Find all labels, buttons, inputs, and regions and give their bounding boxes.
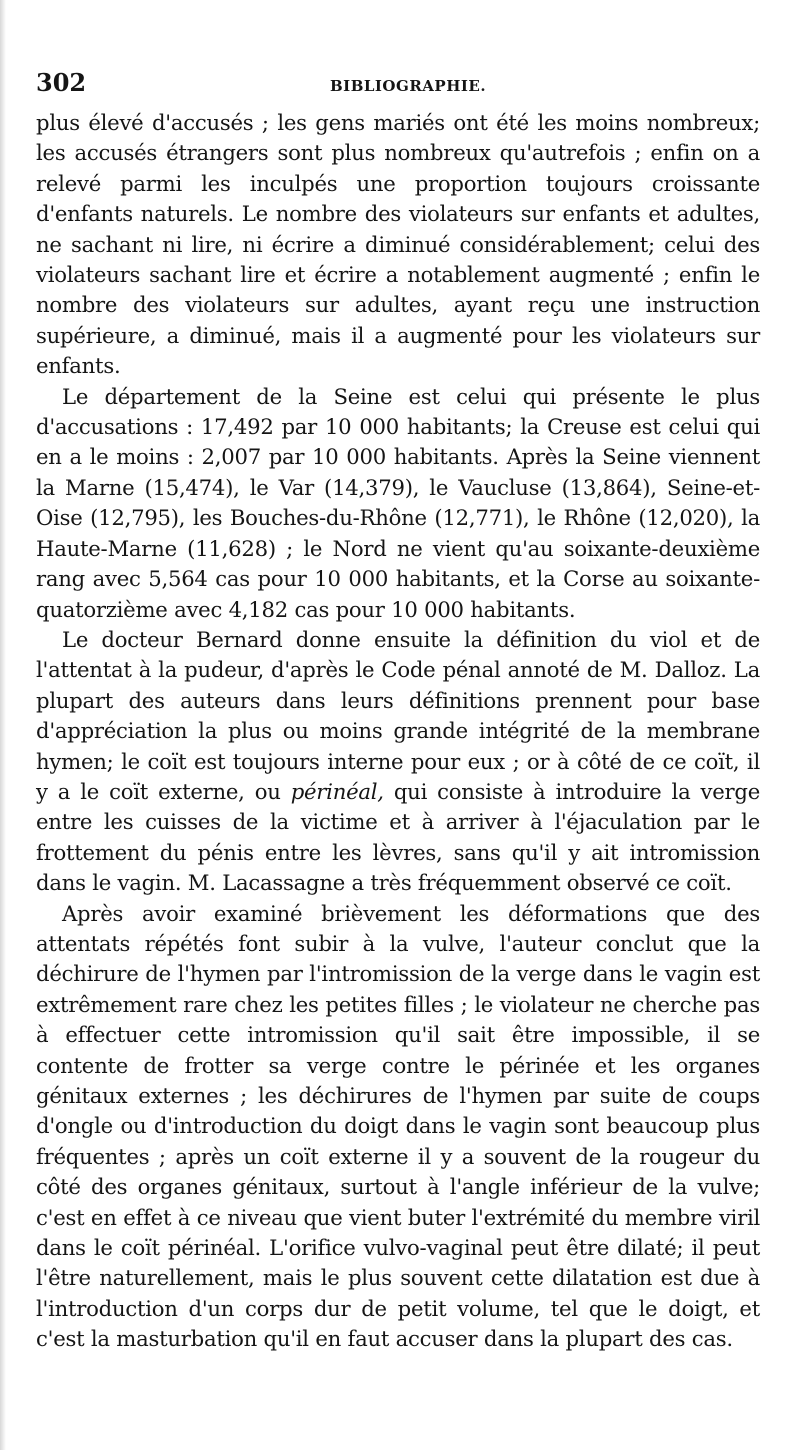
page-number: 302 xyxy=(36,68,87,97)
paragraph-3-part-1: Le docteur Bernard donne ensuite la définition du viol et de l'attentat à la pudeur, d'après le Code pénal annoté de M. Dalloz. La plupart des auteurs dans leurs définitions prennent pour base d'appréciation la plus ou moins grande intégrité de la membrane hymen; le coït est toujours interne pour eux ; or à côté de ce coït, il y a le coït externe, ou xyxy=(36,626,760,804)
paragraph-3-italic-term: périnéal, xyxy=(290,778,384,804)
paragraph-4: Après avoir examiné brièvement les déformations que des attentats répétés font subir à la vulve, l'auteur conclut que la déchirure de l'hymen par l'intromission de la verge dans le vagin est extrêmement rare chez les petites filles ; le violateur ne cherche pas à effectuer cette intromission qu'il sait être impossible, il se contente de frotter sa verge contre le périnée et les organes génitaux externes ; les déchirures de l'hymen par suite de coups d'ongle ou d'introduction du doigt dans le vagin sont beaucoup plus fréquentes ; après un coït externe il y a souvent de la rougeur du côté des organes génitaux, surtout à l'angle inférieur de la vulve; c'est en effet à ce niveau que vient buter l'extrémité du membre viril dans le coït périnéal. L'orifice vulvo-vaginal peut être dilaté; il peut l'être naturellement, mais le plus souvent cette dilatation est due à l'introduction d'un corps dur de petit volume, tel que le doigt, et c'est la masturbation qu'il en faut accuser dans la plupart des cas. xyxy=(36,900,760,1352)
paragraph-2: Le département de la Seine est celui qui présente le plus d'accusations : 17,492 par 10 000 habitants; la Creuse est celui qui en a le moins : 2,007 par 10 000 habitants. Après la Seine viennent la Marne (15,474), le Var (14,379), le Vaucluse (13,864), Seine-et-Oise (12,795), les Bouches-du-Rhône (12,771), le Rhône (12,020), la Haute-Marne (11,628) ; le Nord ne vient qu'au soixante-deuxième rang avec 5,564 cas pour 10 000 habitants, et la Corse au soixante-quatorzième avec 4,182 cas pour 10 000 habitants. xyxy=(36,383,760,622)
page-shadow xyxy=(0,0,6,1450)
page-header xyxy=(36,68,760,108)
body-text xyxy=(36,108,760,1355)
paragraph-1: plus élevé d'accusés ; les gens mariés ont été les moins nombreux; les accusés étrangers sont plus nombreux qu'autrefois ; enfin on a relevé parmi les inculpés une proportion toujours croissante d'enfants naturels. Le nombre des violateurs sur enfants et adultes, ne sachant ni lire, ni écrire a diminué considérablement; celui des violateurs sachant lire et écrire a notablement augmenté ; enfin le nombre des violateurs sur adultes, ayant reçu une instruction supérieure, a diminué, mais il a augmenté pour les violateurs sur enfants. xyxy=(36,110,760,379)
paragraph-3 xyxy=(36,625,760,899)
running-head: BIBLIOGRAPHIE. xyxy=(330,77,487,95)
paragraph-3-part-2: qui consiste à introduire la verge entre les cuisses de la victime et à arriver à l'éjaculation par le frottement du pénis entre les lèvres, sans qu'il y ait intromission dans le vagin. M. Lacassagne a très fréquemment observé ce coït. xyxy=(36,778,760,896)
